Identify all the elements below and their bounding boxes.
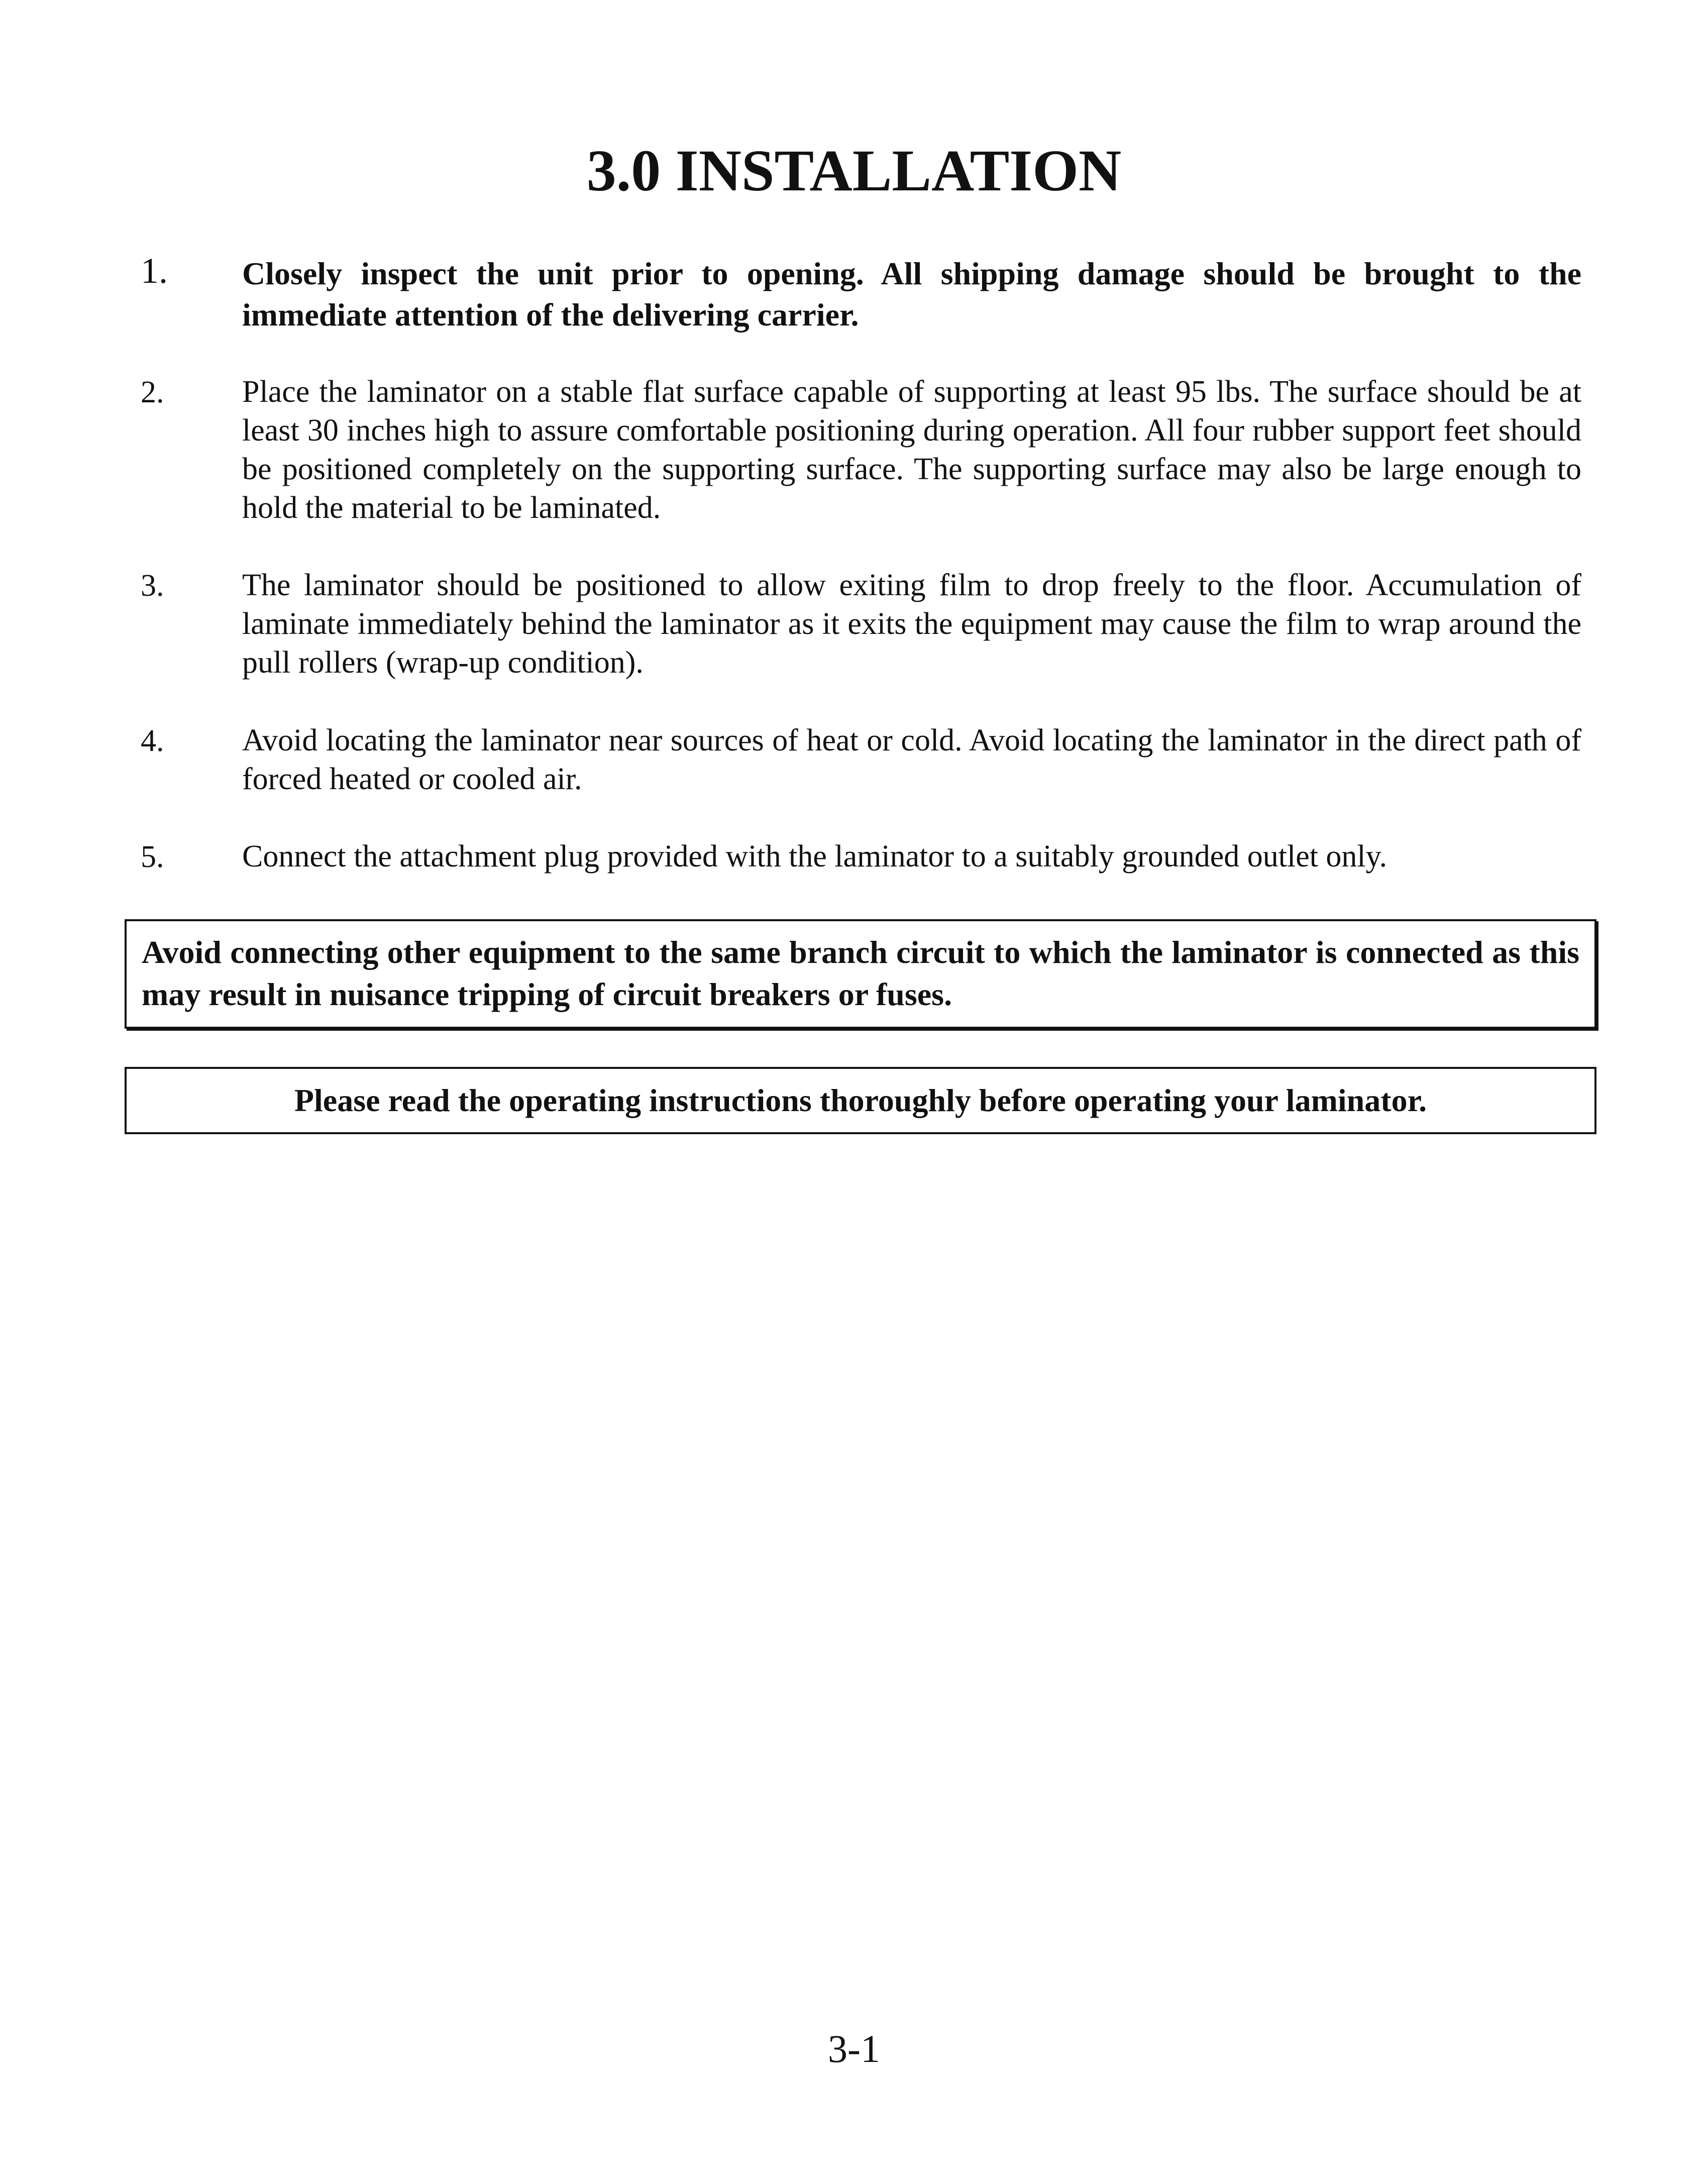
page-title: 3.0 INSTALLATION xyxy=(586,138,1122,203)
step-number: 5. xyxy=(141,840,164,874)
step-number: 3. xyxy=(141,569,164,603)
step-number: 1. xyxy=(141,251,168,291)
circuit-warning-box: Avoid connecting other equipment to the same branch circuit to which the laminator is connected as this may result in nuisance tripping of circuit breakers or fuses. xyxy=(125,919,1596,1029)
read-instructions-box: Please read the operating instructions thoroughly before operating your laminator. xyxy=(125,1067,1596,1134)
step-number: 4. xyxy=(141,724,164,758)
step-text: Closely inspect the unit prior to opening. All shipping damage should be brought to the immediate attention of the delivering carrier. xyxy=(242,256,1581,333)
step-text: The laminator should be positioned to allow exiting film to drop freely to the floor. Accumulation of laminate immediately behind the laminator as it exits the equipment may cause the film to wrap around the pull rollers (wrap-up condition). xyxy=(242,568,1581,680)
step-text: Avoid locating the laminator near sources of heat or cold. Avoid locating the laminator in the direct path of forced heated or cooled air. xyxy=(242,723,1581,796)
step-text: Connect the attachment plug provided with the laminator to a suitably grounded outlet only. xyxy=(242,839,1387,874)
step-number: 2. xyxy=(141,375,164,409)
step-text: Place the laminator on a stable flat surface capable of supporting at least 95 lbs. The surface should be at least 30 inches high to assure comfortable positioning during operation. All four rubber support feet should be positioned completely on the supporting surface. The supporting surface may also be large enough to hold the material to be laminated. xyxy=(242,375,1581,525)
page-number: 3-1 xyxy=(828,2027,880,2070)
